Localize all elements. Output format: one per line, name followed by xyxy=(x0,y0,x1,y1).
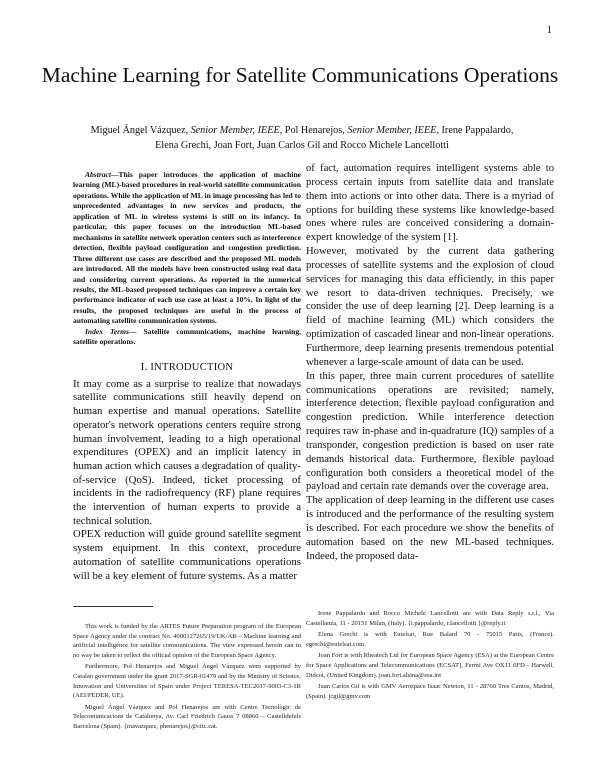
author-membership: Senior Member, IEEE xyxy=(347,125,437,136)
footnote: Miguel Ángel Vázquez and Pol Henarejos are with Centre Tecnològic de Telecomunicacions de Catalunya, Av. Carl Friedrich Gauss 7 08860 – Castelldefels Barcelona (Spain). {mavazquez, phenarejos}@cttc.cat. xyxy=(73,703,301,730)
author-membership: Senior Member, IEEE xyxy=(190,125,280,136)
body-paragraph: The application of deep learning in the different use cases is introduced and the performance of the resulting system is described. For each procedure we show the benefits of automation based on the new ML-based techniques. Indeed, the proposed data- xyxy=(306,495,554,562)
footnote: Furthermore, Pol Henarejos and Miguel Ángel Vázquez were supported by Catalan government under the grant 2017-SGR-01479 and by the Ministry of Science, Innovation and Universities of Spain under Project TERESA-TEC2017-9003-C3-1R (AEI/FEDER, UE). xyxy=(73,663,301,700)
footnote: Irene Pappalardo and Rocco Michele Lancellotti are with Data Reply s.r.l., Via Castellanza, 11 - 20151 Milan, (Italy). {i.pappalardo, r.lancellotti }@reply.it xyxy=(306,610,554,627)
body-paragraph: It may come as a surprise to realize that nowadays satellite communications still heavily depend on human expertise and manual operations. Satellite operator's network operations centers require strong human involvement, leading to a high operational expenditures (OPEX) and an implicit latency in human action which causes a degradation of quality-of-service (QoS). Indeed, ticket processing of incidents in the radiofrequency (RF) plane requires the intervention of human experts to provide a technical solution. xyxy=(73,377,301,527)
paper-title: Machine Learning for Satellite Communications Operations xyxy=(41,63,559,87)
footnotes-right xyxy=(306,609,554,703)
index-terms xyxy=(73,327,301,348)
body-paragraph: In this paper, three main current procedures of satellite communications operations are revisited; namely, interference detection, flexible payload configuration and congestion prediction. While interference detection requires raw in-phase and in-quadrature (IQ) samples of a transponder, congestion prediction is based on user rate demands historical data. Furthermore, flexible payload configuration both considers a theoretical model of the payload and certain rate demands over the coverage area. xyxy=(306,370,554,493)
body-paragraph: However, motivated by the current data gathering processes of satellite systems and the explosion of cloud services for managing this data efficiently, in this paper we resort to data-driven techniques. Precisely, we consider the use of deep learning [2]. Deep learning is a field of machine learning (ML) which considers the optimization of cascaded linear and non-linear operations. Furthermore, deep learning presents tremendous potential whenever a large-scale amount of data can be used. xyxy=(306,246,554,368)
page-number: 1 xyxy=(546,24,552,36)
footnotes-left xyxy=(73,622,301,734)
author-name: Irene Pappalardo, Elena Grechi, Joan Fort, Juan Carlos Gil and Rocco Michele Lancellotti xyxy=(155,125,514,151)
abstract-text: —This paper introduces the application of machine learning (ML)-based procedures in real-world satellite communication operations. While the application of ML in image processing has led to unprecedented advantages in new services and products, the application of ML in wireless systems is still on its infancy. In particular, this paper focuses on the introduction ML-based mechanisms in satellite network operation centers such as interference detection, flexible payload configuration and congestion prediction. Three different use cases are described and the proposed ML models are introduced. All the models have been constructed using real data and considering current operations. As reported in the numerical results, the ML-based proposed techniques can improve a certain key performance indicator of each use case at least a 10%. In light of the results, the proposed techniques are useful in the process of automating satellite communication systems. xyxy=(73,170,301,326)
footnote: Elena Grechi is with Eutelsat, Rue Balard 70 - 75015 Paris, (France). egrechi@eutelsat.com. xyxy=(306,631,554,648)
footnote: Joan Fort is with Rheatech Ltd for European Space Agency (ESA) at the European Centre for Space Applications and Telecommunications (ECSAT), Fermi Ave OX11 0FD - Harwell, Didcot, (United Kingdom). joan.fort.alsina@esa.int xyxy=(306,652,554,679)
right-column xyxy=(306,162,554,563)
left-column xyxy=(73,170,301,583)
author-name: Miguel Ángel Vázquez xyxy=(90,125,186,136)
abstract xyxy=(73,170,301,327)
footnote-rule xyxy=(73,606,153,607)
index-terms-lead: Index Terms xyxy=(85,326,129,336)
body-paragraph: OPEX reduction will guide ground satellite segment system equipment. In this context, procedure automation of satellite communications operations will be a key element of future systems. As a matter xyxy=(73,528,301,582)
index-terms-text: — Satellite communications, machine learning, satellite operations. xyxy=(73,326,301,347)
footnote: This work is funded by the ARTES Future Preparation program of the European Space Agency under the contract No. 4000127265/19/UK/AB – Machine learning and artificial intelligence for satellite communications. The view expressed herein can in no way be taken to reflect the official opinion of the European Space Agency. xyxy=(73,623,301,659)
body-paragraph: of fact, automation requires intelligent systems able to process certain inputs from satellite data and translate them into actions or into other data. There is a myriad of options for building these systems like knowledge-based ones where rules are conceived considering a domain-expert knowledge of the system [1]. xyxy=(306,163,554,244)
abstract-lead: Abstract xyxy=(85,170,111,179)
section-heading-introduction: I. INTRODUCTION xyxy=(140,361,234,373)
author-name: Pol Henarejos xyxy=(284,125,343,136)
author-list: Miguel Ángel Vázquez, Senior Member, IEEE, Pol Henarejos, Senior Member, IEEE, Irene Pappalardo, Elena Grechi, Joan Fort, Juan Carlos Gil and Rocco Michele Lancellotti xyxy=(90,125,514,151)
footnote: Juan Carlos Gil is with GMV Aerospace Isaac Newton, 11 - 28760 Tres Cantos, Madrid, (Spain). jcgil@gmv.com xyxy=(306,683,554,700)
